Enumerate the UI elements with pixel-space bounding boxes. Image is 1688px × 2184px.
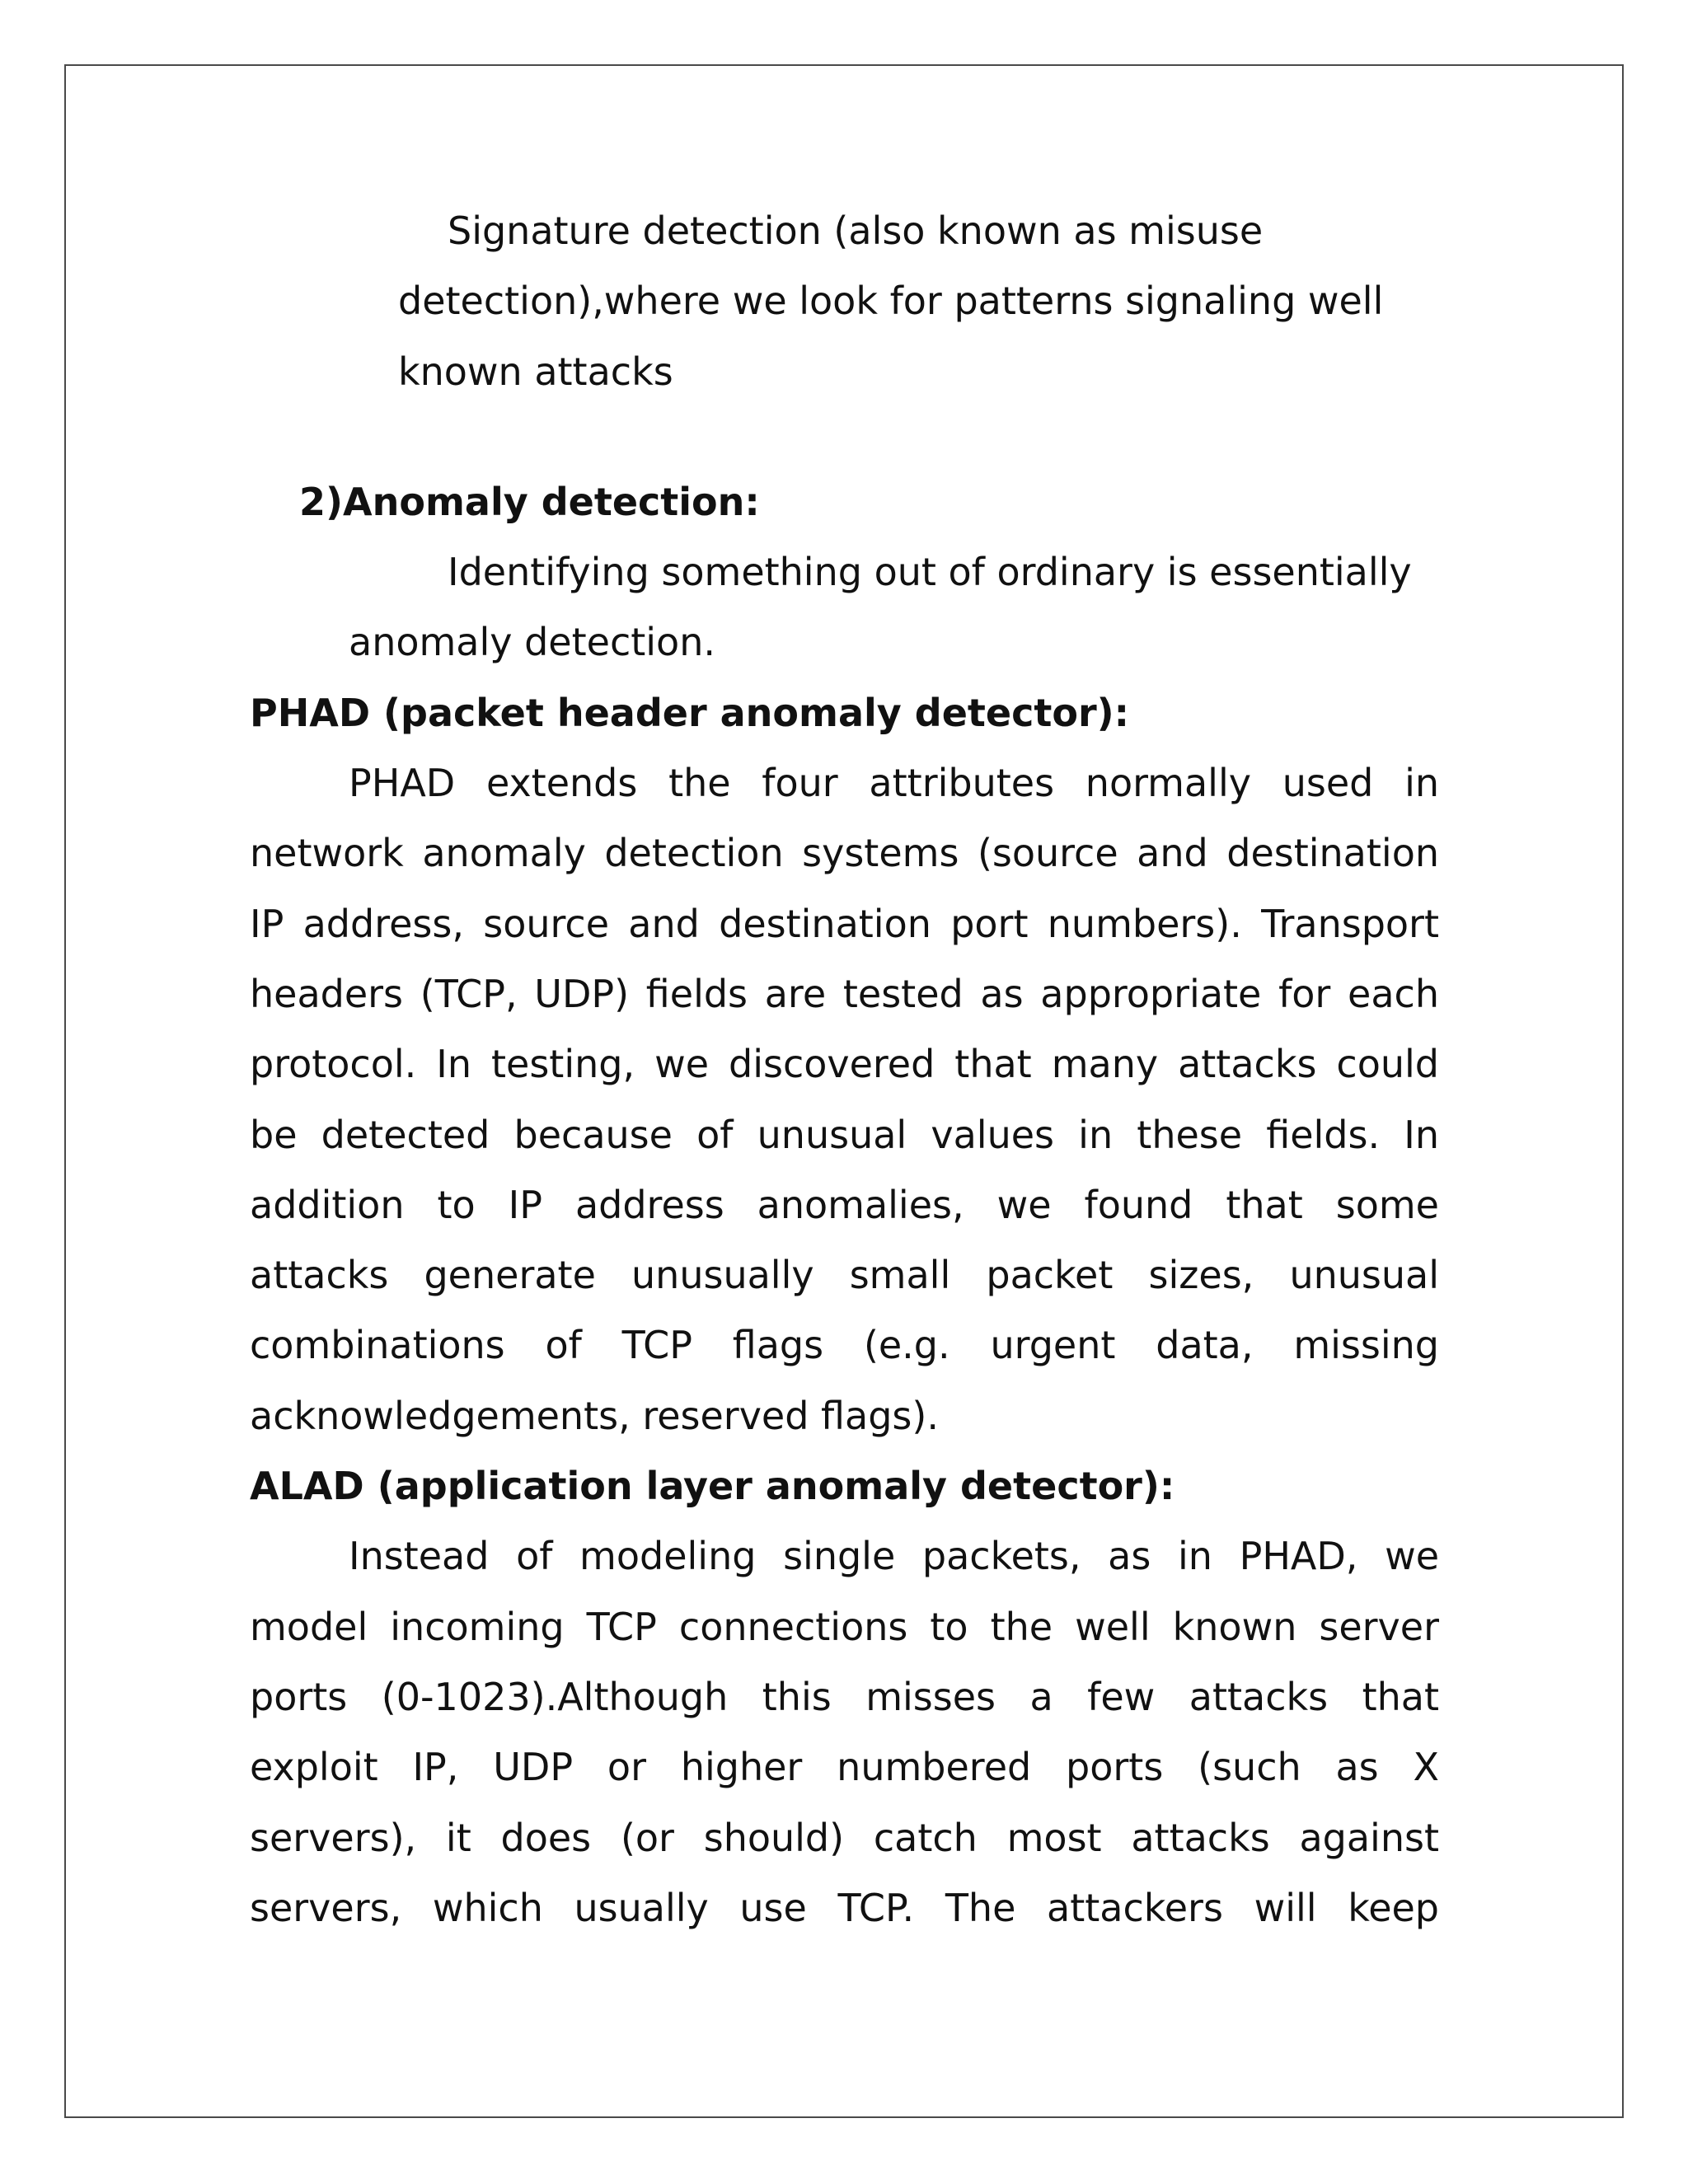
signature-detection-paragraph [250, 196, 1439, 407]
text-line: PHAD extends the four attributes normally used in [349, 761, 1439, 806]
text-line: IP address, source and destination port numbers). Transport [250, 901, 1439, 946]
text-line: servers, which usually use TCP. The attackers will keep [250, 1885, 1439, 1930]
text-line: headers (TCP, UDP) fields are tested as appropriate for each [250, 971, 1439, 1016]
alad-section [250, 1451, 1439, 1943]
text-line: model incoming TCP connections to the well known server [250, 1604, 1439, 1649]
anomaly-detection-heading: 2)Anomaly detection: [299, 479, 760, 524]
text-line: be detected because of unusual values in these fields. In [250, 1112, 1439, 1157]
text-line: Identifying something out of ordinary is essentially [448, 550, 1412, 595]
text-line: known attacks [398, 349, 673, 394]
text-line: Signature detection (also known as misuse [448, 209, 1264, 253]
text-line: addition to IP address anomalies, we found that some [250, 1182, 1439, 1227]
text-line: Instead of modeling single packets, as in PHAD, we [349, 1534, 1439, 1579]
text-line: combinations of TCP flags (e.g. urgent data, missing [250, 1323, 1439, 1368]
text-line: servers), it does (or should) catch most attacks against [250, 1815, 1439, 1860]
paragraph-gap [250, 407, 1439, 467]
text-line: network anomaly detection systems (source and destination [250, 831, 1439, 876]
text-line: acknowledgements, reserved flags). [250, 1393, 939, 1438]
text-line: attacks generate unusually small packet sizes, unusual [250, 1253, 1439, 1298]
text-line: anomaly detection. [349, 620, 715, 665]
text-line: exploit IP, UDP or higher numbered ports (such as X [250, 1745, 1439, 1790]
alad-heading: ALAD (application layer anomaly detector): [250, 1464, 1175, 1509]
phad-section [250, 678, 1439, 1451]
document-body [250, 196, 1439, 1943]
text-line: protocol. In testing, we discovered that many attacks could [250, 1042, 1439, 1087]
text-line: ports (0-1023).Although this misses a few attacks that [250, 1674, 1439, 1719]
text-line: detection),where we look for patterns signaling well [398, 279, 1384, 324]
anomaly-detection-section [250, 467, 1439, 678]
phad-heading: PHAD (packet header anomaly detector): [250, 690, 1130, 735]
